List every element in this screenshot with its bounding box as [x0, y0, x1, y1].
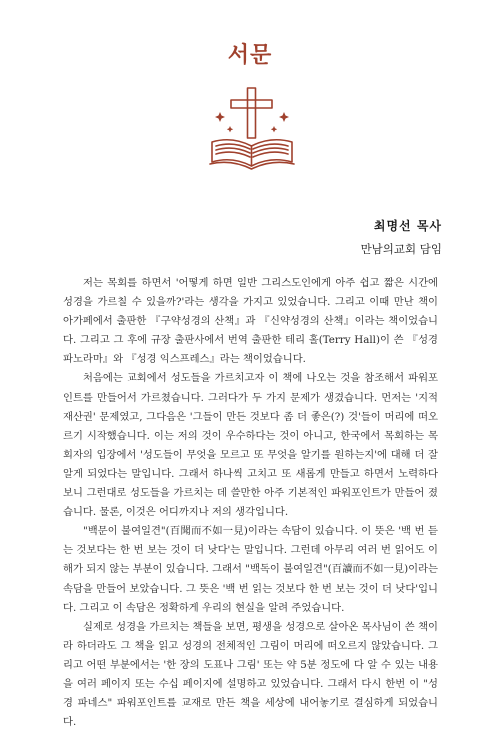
author-block	[361, 217, 442, 257]
paragraph: 실제로 성경을 가르치는 책들을 보면, 평생을 성경으로 살아온 목사님이 쓴 책이라 하더라도 그 책을 읽고 성경의 전체적인 그림이 머리에 떠오르지 않았습니다. 그리고 어떤 부분에서는 '한 장의 도표나 그림' 또는 약 5분 정도에 다 알 수 있는 내용을 여러 페이지 또는 수십 페이지에 설명하고 있었습니다. 그래서 다시 한번 이 "성경 파네스" 파워포인트를 교재로 만든 책을 세상에 내어놓기로 결심하게 되었습니다.	[63, 620, 438, 729]
author-role: 만남의교회 담임	[360, 242, 442, 256]
preface-body	[63, 274, 438, 732]
cross-over-open-book-icon	[206, 84, 298, 176]
paragraph: 저는 목회를 하면서 '어떻게 하면 일반 그리스도인에게 아주 쉽고 짧은 시간에 성경을 가르칠 수 있을까?'라는 생각을 가지고 있었습니다. 그리고 이때 만난 책이 아가페에서 출판한 『구약성경의 산책』과 『신약성경의 산책』이라는 책이었습니다. 그리고 그 후에 규장 출판사에서 번역 출판한 테리 홀(Terry Hall)이 쓴 『성경 파노라마』와 『성경 익스프레스』라는 책이었습니다.	[63, 277, 438, 366]
page-title: 서문	[227, 43, 273, 68]
paragraph: "백문이 불여일견"(百聞而不如一見)이라는 속담이 있습니다. 이 뜻은 '백 번 듣는 것보다는 한 번 보는 것이 더 낫다'는 말입니다. 그런데 아무리 여러 번 읽어도 이해가 되지 않는 부분이 있습니다. 그래서 "백독이 불여일견"(百讀而不如一見)이라는 속담을 만들어 보았습니다. 그 뜻은 '백 번 읽는 것보다 한 번 보는 것이 더 낫다'입니다. 그리고 이 속담은 정확하게 우리의 현실을 알려 주었습니다.	[63, 525, 438, 614]
paragraph: 처음에는 교회에서 성도들을 가르치고자 이 책에 나오는 것을 참조해서 파워포인트를 만들어서 가르쳤습니다. 그러다가 두 가지 문제가 생겼습니다. 먼저는 '지적재산권' 문제였고, 그다음은 '그들이 만든 것보다 좀 더 좋은(?) 것'들이 머리에 떠오르기 시작했습니다. 이는 저의 것이 우수하다는 것이 아니고, 한국에서 목회하는 목회자의 입장에서 '성도들이 무엇을 모르고 또 무엇을 알기를 원하는지'에 대해 더 잘 알게 되었다는 말입니다. 그래서 하나씩 고치고 또 새롭게 만들고 하면서 노력하다 보니 그런대로 성도들을 가르치는 데 쓸만한 아주 기본적인 파워포인트가 만들어 졌습니다. 물론, 이것은 어디까지나 저의 생각입니다.	[63, 372, 438, 519]
author-name: 최명선 목사	[373, 219, 442, 233]
